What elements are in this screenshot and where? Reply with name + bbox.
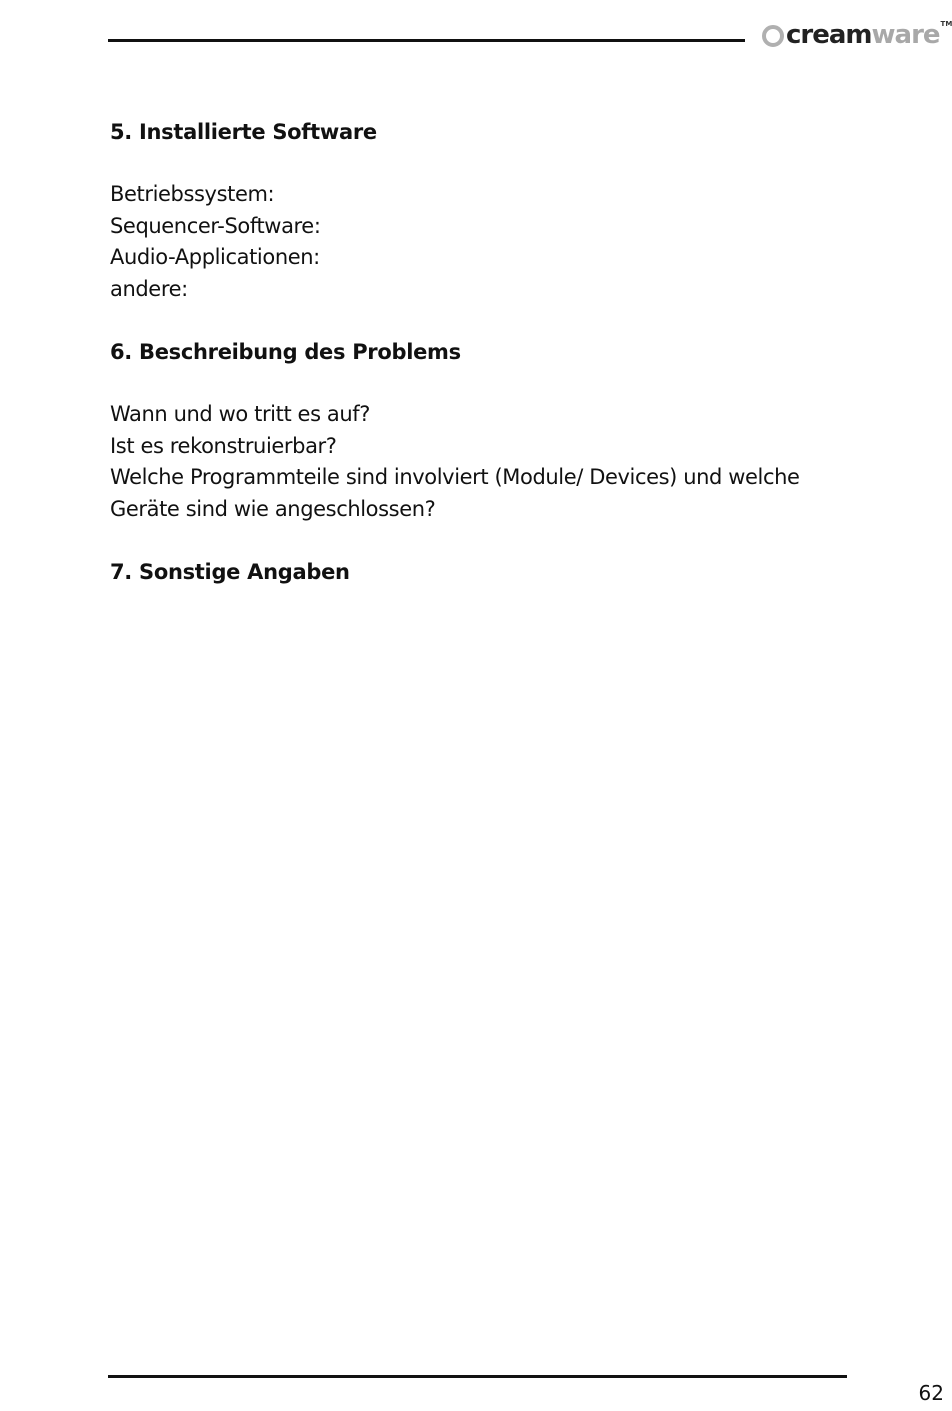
field-label-os: Betriebssystem: xyxy=(110,182,275,206)
field-label-audio-apps: Audio-Applicationen: xyxy=(110,245,320,269)
page-content xyxy=(110,116,870,588)
section-heading-other-info: 7. Sonstige Angaben xyxy=(110,560,350,584)
spacer xyxy=(110,148,870,179)
spacer xyxy=(110,305,870,336)
logo-word-cream: cream xyxy=(786,20,872,50)
section-heading-installed-software: 5. Installierte Software xyxy=(110,120,377,144)
spacer xyxy=(110,525,870,556)
page-number: 62 xyxy=(918,1381,944,1405)
section-heading-problem-description: 6. Beschreibung des Problems xyxy=(110,340,461,364)
header-rule xyxy=(108,39,745,42)
footer-rule xyxy=(108,1375,847,1378)
logo-trademark: TM xyxy=(940,20,952,28)
question-when-where: Wann und wo tritt es auf? xyxy=(110,402,371,426)
question-reproducible: Ist es rekonstruierbar? xyxy=(110,433,337,458)
logo-word-ware: ware xyxy=(871,20,940,50)
logo-ring-icon xyxy=(762,25,784,47)
spacer xyxy=(110,368,870,399)
creamware-logo xyxy=(762,18,951,52)
question-modules-devices: Welche Programmteile sind involviert (Module/ Devices) und welche xyxy=(110,465,800,489)
field-label-sequencer: Sequencer-Software: xyxy=(110,213,321,238)
question-connections: Geräte sind wie angeschlossen? xyxy=(110,496,436,521)
field-label-other: andere: xyxy=(110,276,188,301)
